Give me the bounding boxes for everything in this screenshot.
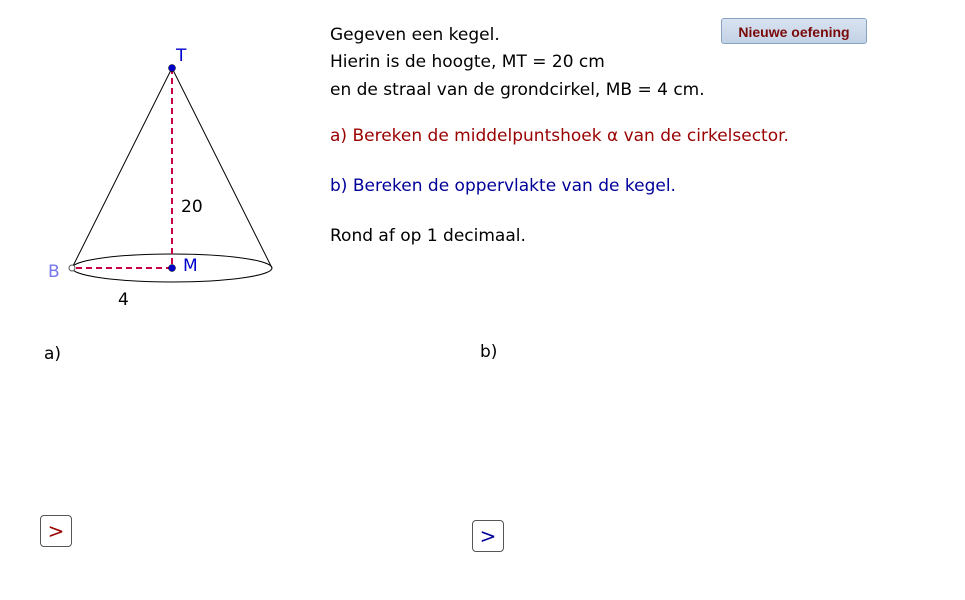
new-exercise-button[interactable]: Nieuwe oefening <box>721 18 867 44</box>
cone-right-side <box>172 68 272 268</box>
question-b: b) Bereken de oppervlakte van de kegel. <box>330 176 676 196</box>
rounding-instruction: Rond af op 1 decimaal. <box>330 226 526 246</box>
height-value-label: 20 <box>181 197 203 217</box>
question-a: a) Bereken de middelpuntshoek α van de cirkelsector. <box>330 126 789 146</box>
next-button-b[interactable]: > <box>472 520 504 552</box>
answer-b-label: b) <box>480 342 498 362</box>
point-t[interactable] <box>169 65 176 72</box>
label-t: T <box>176 46 187 66</box>
point-b[interactable] <box>69 265 75 271</box>
cone-diagram <box>0 0 320 320</box>
label-b: B <box>48 262 60 282</box>
label-m: M <box>183 256 198 276</box>
problem-line-3: en de straal van de grondcirkel, MB = 4 cm. <box>330 80 705 100</box>
point-m[interactable] <box>169 265 176 272</box>
problem-line-1: Gegeven een kegel. <box>330 25 500 45</box>
next-button-a[interactable]: > <box>40 515 72 547</box>
problem-line-2: Hierin is de hoogte, MT = 20 cm <box>330 52 605 72</box>
radius-value-label: 4 <box>118 290 129 310</box>
answer-a-label: a) <box>44 344 62 364</box>
cone-left-side <box>72 68 172 268</box>
